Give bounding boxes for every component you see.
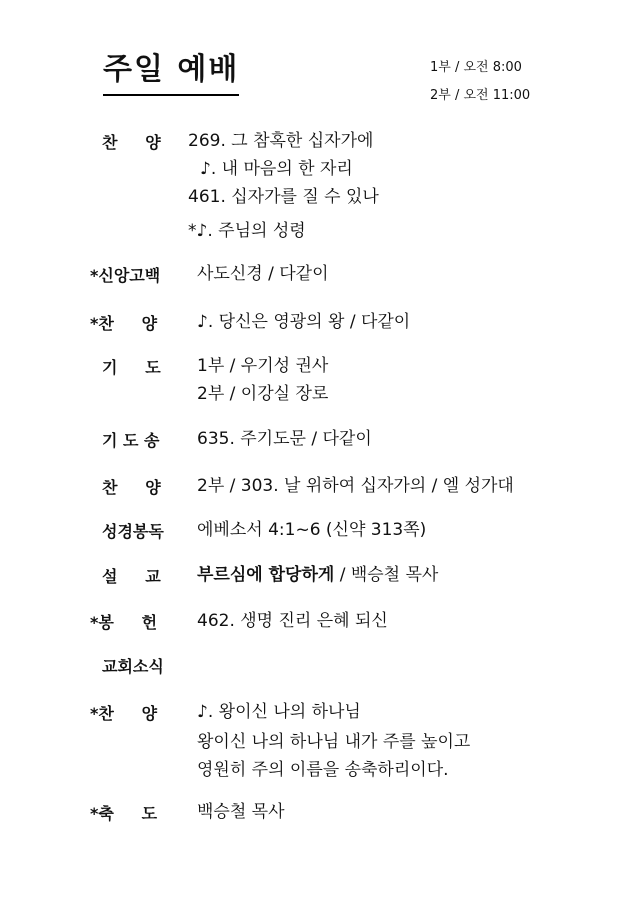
item-line: ♪. 당신은 영광의 왕 / 다같이 [197,312,411,332]
item-line: ♪. 내 마음의 한 자리 [200,159,353,179]
item-line: *♪. 주님의 성령 [188,221,306,241]
service-time-1: 1부 / 오전 8:00 [430,60,522,75]
item-label: *찬 양 [90,314,158,333]
item-line: 2부 / 303. 날 위하여 십자가의 / 엘 성가대 [197,476,514,496]
item-line: 사도신경 / 다같이 [197,264,329,284]
page-title: 주일 예배 [103,50,239,96]
item-line: 2부 / 이강실 장로 [197,384,329,404]
item-label: 찬 양 [102,478,161,497]
item-label: 성경봉독 [102,522,164,541]
item-label: 기 도 송 [102,431,160,450]
item-line: 269. 그 참혹한 십자가에 [188,131,374,151]
item-line: 백승철 목사 [197,802,285,822]
item-label: 설 교 [102,567,161,586]
item-line: 1부 / 우기성 권사 [197,356,329,376]
item-label: *찬 양 [90,704,158,723]
item-line: 462. 생명 진리 은혜 되신 [197,611,388,631]
item-label: *봉 헌 [90,613,158,632]
item-label: *축 도 [90,804,158,823]
sermon-preacher: / 백승철 목사 [334,565,439,585]
item-line: 461. 십자가를 질 수 있나 [188,187,379,207]
item-line: ♪. 왕이신 나의 하나님 [197,702,361,722]
item-label: 찬 양 [102,133,161,152]
item-line: 영원히 주의 이름을 송축하리이다. [197,760,449,780]
sermon-title: 부르심에 합당하게 [197,565,335,585]
item-line: 635. 주기도문 / 다같이 [197,429,372,449]
item-label: 교회소식 [102,657,164,676]
service-time-2: 2부 / 오전 11:00 [430,88,531,103]
sermon-line [197,564,438,586]
item-label: *신앙고백 [90,266,161,285]
item-line: 왕이신 나의 하나님 내가 주를 높이고 [197,732,471,752]
item-line: 에베소서 4:1~6 (신약 313쪽) [197,520,427,540]
item-label: 기 도 [102,358,161,377]
